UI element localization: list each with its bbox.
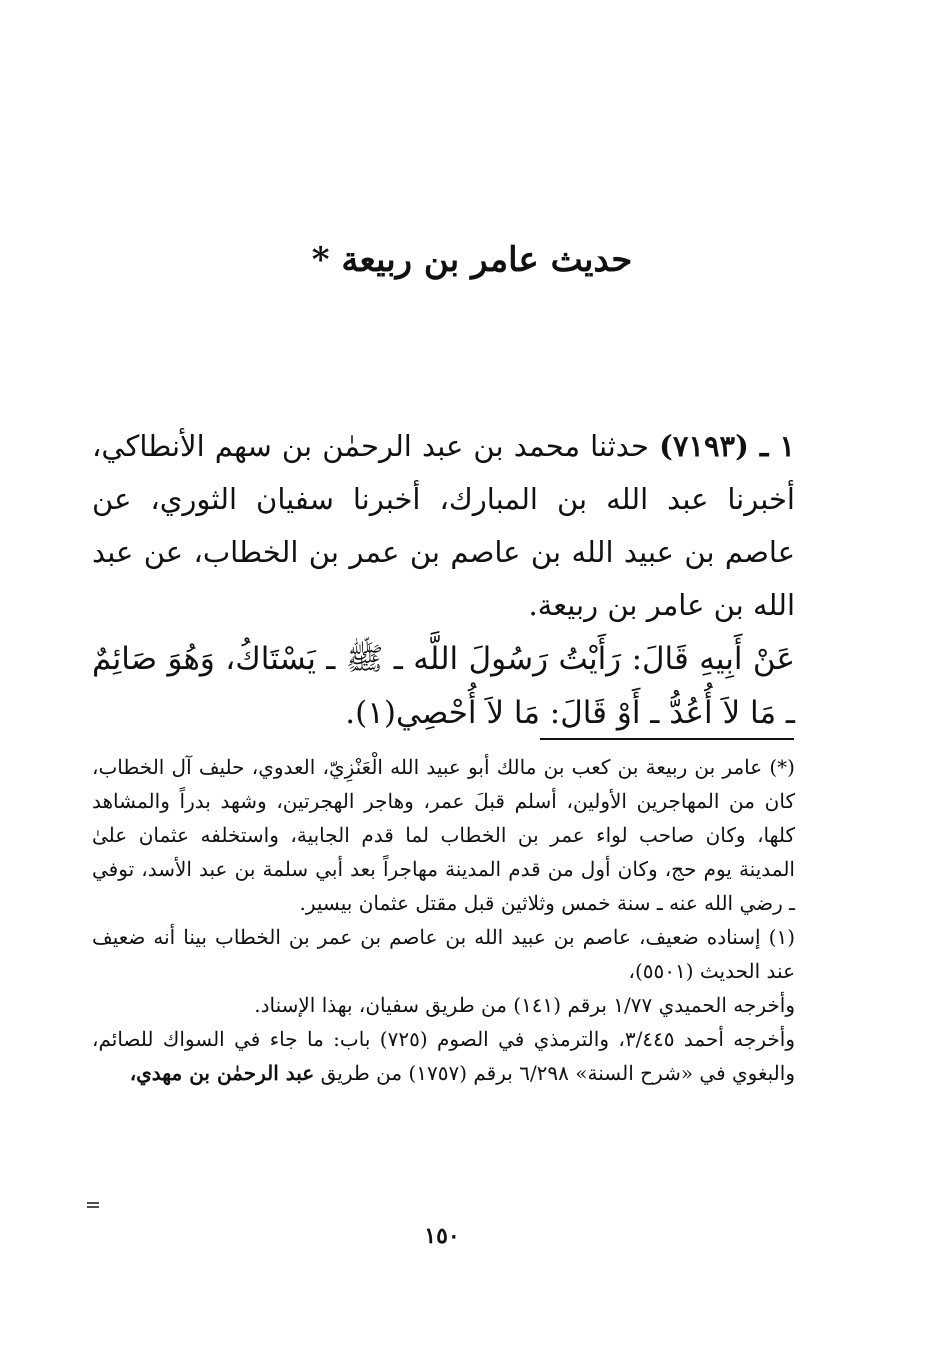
footnotes-section	[92, 750, 795, 1090]
footnote-star: (*) عامر بن ربيعة بن كعب بن مالك أبو عبيد الله الْعَنْزِيّ، العدوي، حليف آل الخطاب، كان من المهاجرين الأولين، أسلم قبلَ عمر، وهاجر الهجرتين، وشهد بدراً والمشاهد كلها، وكان صاحب لواء عمر بن الخطاب لما قدم الجابية، واستخلفه عثمان علىٰ المدينة يوم حج، وكان أول من قدم المدينة مهاجراً بعد أبي سلمة بن عبد الأسد، توفي ـ رضي الله عنه ـ سنة خمس وثلاثين قبل مقتل عثمان بيسير.	[92, 755, 795, 915]
matn-text: عَنْ أَبِيهِ قَالَ: رَأَيْتُ رَسُولَ اللَّه ـ ﷺ ـ يَسْتَاكُ، وَهُوَ صَائِمٌ ـ مَا لاَ أُعُدُّ ـ أَوْ قَالَ: مَا لاَ أُحْصِي	[92, 641, 795, 731]
footnote-separator	[540, 738, 794, 740]
continuation-mark-icon	[84, 1196, 102, 1214]
footnote-reference: (١).	[345, 695, 396, 731]
isnad-text: حدثنا محمد بن عبد الرحمٰن بن سهم الأنطاكي، أخبرنا عبد الله بن المبارك، أخبرنا سفيان الثوري، عن عاصم بن عبيد الله بن عاصم بن عمر بن الخطاب، عن عبد الله بن عامر بن ربيعة.	[92, 429, 795, 622]
takhrij-ahmad: وأخرجه أحمد ٣/٤٤٥، والترمذي في الصوم (٧٢٥) باب: ما جاء في السواك للصائم، والبغوي في «شرح السنة» ٦/٢٩٨ برقم (١٧٥٧) من طريق	[92, 1027, 795, 1085]
takhrij-ahmad-end: عبد الرحمٰن بن مهدي،	[129, 1061, 315, 1085]
hadith-number: ١ ـ (٧١٩٣)	[659, 429, 795, 463]
matn-paragraph	[92, 632, 795, 740]
isnad-paragraph	[92, 420, 795, 632]
footnote-1: (١) إسناده ضعيف، عاصم بن عبيد الله بن عاصم بن عمر بن الخطاب بينا أنه ضعيف عند الحديث (٥٥٠١)،	[92, 925, 795, 983]
page-number: ١٥٠	[424, 1223, 460, 1249]
page-title: حديث عامر بن ربيعة *	[311, 240, 633, 280]
takhrij-humaydi: وأخرجه الحميدي ١/٧٧ برقم (١٤١) من طريق سفيان، بهذا الإسناد.	[254, 993, 795, 1017]
